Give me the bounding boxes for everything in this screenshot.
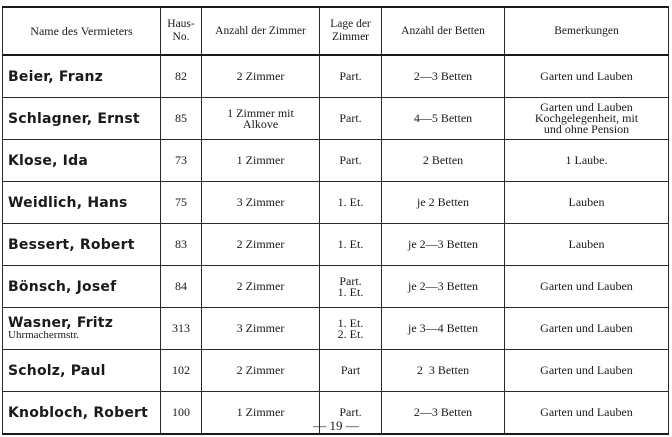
bed-count: je 3—4 Betten xyxy=(382,308,505,350)
header-floor-line-1: Lage der xyxy=(330,18,371,30)
floor-location: Part. xyxy=(339,69,362,83)
remarks-line: Garten und Lauben xyxy=(540,363,633,377)
header-remarks xyxy=(505,7,669,55)
landlord-name: Klose, Ida xyxy=(8,152,88,169)
remarks-cell xyxy=(505,182,669,224)
header-beds xyxy=(382,7,505,55)
room-count-cell xyxy=(202,224,320,266)
room-count-cell xyxy=(202,266,320,308)
room-count-cell xyxy=(202,182,320,224)
landlord-name: Weidlich, Hans xyxy=(8,194,128,211)
remarks-cell xyxy=(505,350,669,392)
room-count-cell xyxy=(202,55,320,98)
bed-count: 2 3 Betten xyxy=(382,350,505,392)
house-number: 82 xyxy=(161,55,202,98)
floor-location: Part. xyxy=(339,153,362,167)
floor-location: Part xyxy=(340,363,361,377)
landlord-name-cell xyxy=(3,182,161,224)
landlord-name: Bönsch, Josef xyxy=(8,278,117,295)
room-count: 1 Zimmer xyxy=(236,405,285,419)
floor-cell xyxy=(320,224,382,266)
landlord-name-cell xyxy=(3,224,161,266)
header-house-number xyxy=(161,7,202,55)
remarks-line-3: und ohne Pension xyxy=(543,122,630,136)
room-count: 3 Zimmer xyxy=(236,321,285,335)
landlord-name: Bessert, Robert xyxy=(8,236,135,253)
bed-count: je 2 Betten xyxy=(382,182,505,224)
header-rooms-line: Anzahl der Zimmer xyxy=(215,24,306,37)
floor-cell xyxy=(320,182,382,224)
floor-cell xyxy=(320,140,382,182)
header-remarks-line: Bemerkungen xyxy=(554,24,619,37)
header-name xyxy=(3,7,161,55)
floor-cell xyxy=(320,98,382,140)
floor-location: Part. xyxy=(339,405,362,419)
house-number: 85 xyxy=(161,98,202,140)
header-house-line-2: No. xyxy=(172,31,190,43)
landlord-occupation: Uhrmachermstr. xyxy=(8,329,80,341)
bed-count: je 2—3 Betten xyxy=(382,266,505,308)
remarks-line-2: Kochgelegenheit, mit xyxy=(534,111,639,125)
house-number: 100 xyxy=(161,392,202,435)
room-count: 2 Zimmer xyxy=(236,279,285,293)
landlord-name: Scholz, Paul xyxy=(8,362,106,379)
remarks-line: Lauben xyxy=(568,195,605,209)
table-row xyxy=(3,55,669,98)
room-count-cell xyxy=(202,140,320,182)
floor-location: 1. Et. xyxy=(337,195,364,209)
landlord-name: Beier, Franz xyxy=(8,68,104,85)
remarks-line: Garten und Lauben xyxy=(540,279,633,293)
room-count: 1 Zimmer mit xyxy=(227,105,294,120)
floor-location: 1. Et. xyxy=(337,237,364,251)
landlord-name-cell xyxy=(3,140,161,182)
room-count-cell xyxy=(202,350,320,392)
landlord-name-cell xyxy=(3,55,161,98)
header-floor-line-2: Zimmer xyxy=(331,31,370,43)
table-row xyxy=(3,308,669,350)
remarks-cell xyxy=(505,308,669,350)
header-beds-line: Anzahl der Betten xyxy=(401,24,485,37)
bed-count: 2—3 Betten xyxy=(382,392,505,435)
remarks-cell xyxy=(505,140,669,182)
floor-cell xyxy=(320,266,382,308)
floor-location-line-2: 2. Et. xyxy=(337,326,364,341)
landlord-name-cell xyxy=(3,308,161,350)
header-name-line: Name des Vermieters xyxy=(30,23,133,38)
floor-location: Part. xyxy=(339,273,362,288)
landlord-name-cell xyxy=(3,350,161,392)
remarks-cell xyxy=(505,98,669,140)
header-house-line-1: Haus- xyxy=(167,18,195,30)
floor-location: 1. Et. xyxy=(337,315,364,330)
bed-count: je 2—3 Betten xyxy=(382,224,505,266)
remarks-line: Lauben xyxy=(568,237,605,251)
table-row xyxy=(3,224,669,266)
remarks-cell xyxy=(505,55,669,98)
remarks-line: Garten und Lauben xyxy=(540,405,633,419)
header-rooms xyxy=(202,7,320,55)
room-count-cell xyxy=(202,308,320,350)
table-row xyxy=(3,182,669,224)
table-header xyxy=(3,7,669,55)
room-count: 2 Zimmer xyxy=(236,363,285,377)
room-count-line-2: Alkove xyxy=(242,116,279,131)
landlord-name-cell xyxy=(3,98,161,140)
room-count: 1 Zimmer xyxy=(236,153,285,167)
house-number: 102 xyxy=(161,350,202,392)
house-number: 75 xyxy=(161,182,202,224)
floor-cell xyxy=(320,55,382,98)
room-count: 3 Zimmer xyxy=(236,195,285,209)
floor-cell xyxy=(320,308,382,350)
floor-cell xyxy=(320,350,382,392)
room-count: 2 Zimmer xyxy=(236,69,285,83)
table-row xyxy=(3,98,669,140)
landlord-table xyxy=(2,6,669,435)
remarks-line: 1 Laube. xyxy=(565,153,608,167)
floor-location: Part. xyxy=(339,111,362,125)
table-row xyxy=(3,350,669,392)
landlord-name: Schlagner, Ernst xyxy=(8,110,140,127)
remarks-cell xyxy=(505,224,669,266)
bed-count: 4—5 Betten xyxy=(382,98,505,140)
remarks-cell xyxy=(505,266,669,308)
house-number: 83 xyxy=(161,224,202,266)
landlord-name-cell xyxy=(3,266,161,308)
room-count-cell xyxy=(202,98,320,140)
room-count: 2 Zimmer xyxy=(236,237,285,251)
house-number: 84 xyxy=(161,266,202,308)
remarks-line: Garten und Lauben xyxy=(540,321,633,335)
landlord-name: Knobloch, Robert xyxy=(8,404,149,421)
page-number: — 19 — xyxy=(313,418,359,433)
remarks-line: Garten und Lauben xyxy=(540,100,633,114)
table-row xyxy=(3,266,669,308)
bed-count: 2—3 Betten xyxy=(382,55,505,98)
house-number: 73 xyxy=(161,140,202,182)
table-row xyxy=(3,140,669,182)
landlord-name: Wasner, Fritz xyxy=(8,315,114,331)
header-floor xyxy=(320,7,382,55)
floor-location-line-2: 1. Et. xyxy=(337,284,364,299)
remarks-line: Garten und Lauben xyxy=(540,69,633,83)
house-number: 313 xyxy=(161,308,202,350)
bed-count: 2 Betten xyxy=(382,140,505,182)
